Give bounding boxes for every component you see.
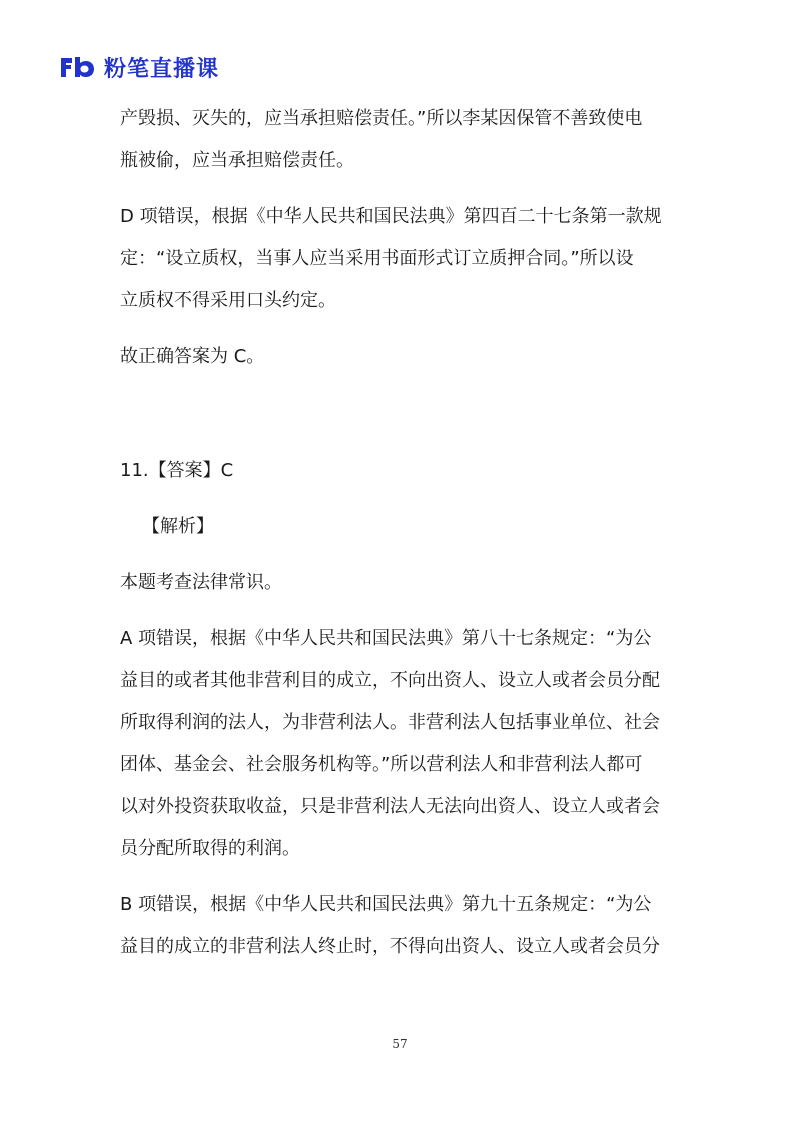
document-body: [120, 98, 680, 968]
paragraph-line: 员分配所取得的利润。: [120, 838, 300, 859]
conclusion-line: 故正确答案为 C。: [120, 346, 265, 367]
paragraph-line: B 项错误，根据《中华人民共和国民法典》第九十五条规定：“为公: [120, 894, 652, 915]
paragraph-line: 定：“设立质权，当事人应当采用书面形式订立质押合同。”所以设: [120, 248, 634, 269]
paragraph-line: A 项错误，根据《中华人民共和国民法典》第八十七条规定：“为公: [120, 628, 652, 649]
header: [58, 52, 219, 82]
paragraph-line: 产毁损、灭失的，应当承担赔偿责任。”所以李某因保管不善致使电: [120, 108, 643, 129]
answer-heading: 11.【答案】C: [120, 460, 234, 481]
brand-name: 粉笔直播课: [104, 56, 220, 82]
page-number: 57: [392, 1037, 408, 1051]
paragraph-line: 以对外投资获取收益，只是非营利法人无法向出资人、设立人或者会: [120, 796, 660, 817]
paragraph-line: 益目的或者其他非营利目的成立，不向出资人、设立人或者会员分配: [120, 670, 660, 691]
paragraph-line: 所取得利润的法人，为非营利法人。非营利法人包括事业单位、社会: [120, 712, 660, 733]
paragraph-line: 瓶被偷，应当承担赔偿责任。: [120, 150, 354, 171]
paragraph-line: 立质权不得采用口头约定。: [120, 290, 336, 311]
paragraph-line: D 项错误，根据《中华人民共和国民法典》第四百二十七条第一款规: [120, 206, 662, 227]
paragraph-line: 益目的成立的非营利法人终止时，不得向出资人、设立人或者会员分: [120, 936, 660, 957]
analysis-label: 【解析】: [142, 516, 214, 537]
paragraph-line: 团体、基金会、社会服务机构等。”所以营利法人和非营利法人都可: [120, 754, 643, 775]
paragraph-line: 本题考查法律常识。: [120, 572, 282, 593]
fb-logo-icon: [58, 54, 98, 80]
